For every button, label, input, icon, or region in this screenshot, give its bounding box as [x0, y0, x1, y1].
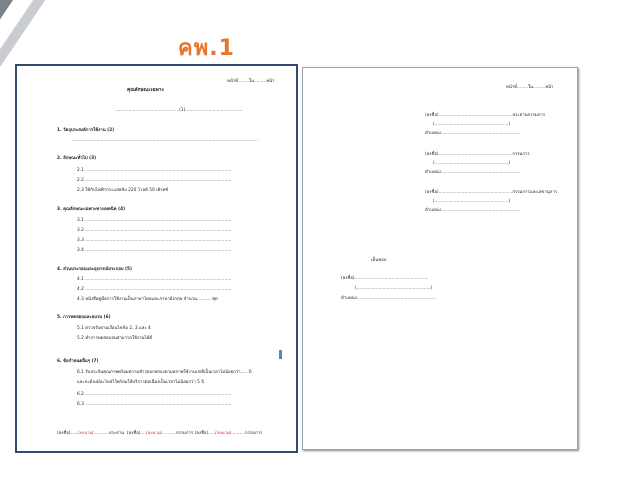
approver-position: ตำแหน่ง.......................................................... [341, 296, 437, 301]
approve-label: เห็นชอบ [371, 258, 387, 263]
section-line: 6.1 รับประกันคุณภาพพร้อมความชำรุดบกพร่องตามสภาพใช้งานปกติเป็นเวลาไม่น้อยกว่า......ปี [77, 370, 252, 375]
committee-name: (......................................................) [433, 122, 511, 127]
signer-2-prefix: (ลงชื่อ) [126, 431, 141, 436]
committee-position: ตำแหน่ง.......................................................... [425, 208, 521, 213]
section-line: 4.3 หนังสือคู่มือการใช้งานเป็นภาษาไทยและภาษาอังกฤษ จำนวน...........ชุด [77, 297, 218, 302]
section-line: 6.3 ........................................................................................................... [77, 402, 232, 407]
section-heading: 1. วัตถุประสงค์การใช้งาน (2) [57, 128, 115, 133]
section-heading: 6. ข้อกำหนดอื่นๆ (7) [57, 359, 99, 364]
page-number-header: หน้าที่........ใน.........หน้า [506, 85, 554, 90]
committee-position: ตำแหน่ง.......................................................... [425, 131, 521, 136]
committee-sign: (ลงชื่อ)......................................................กรรมการและเลขานุการ [425, 190, 558, 195]
section-heading: 4. ส่วนประกอบและอุปกรณ์ประกอบ (5) [57, 267, 132, 272]
scrollbar-thumb[interactable] [279, 350, 282, 359]
signer-3-role: กรรมการ [244, 431, 263, 436]
document-page-1 [15, 64, 298, 453]
committee-sign: (ลงชื่อ)......................................................กรรมการ [425, 152, 530, 157]
signer-1-prefix: (ลงชื่อ) [57, 431, 71, 436]
signer-3-name: (ลงนาม) [215, 431, 232, 436]
section-line: 3.3 ........................................................................................................... [77, 238, 232, 243]
approver-name: (......................................................) [355, 286, 433, 291]
document-subtitle: ...............................................(1).......................................... [115, 108, 243, 113]
approver-sign: (ลงชื่อ)...................................................... [341, 276, 429, 281]
document-title: คุณลักษณะเฉพาะ [127, 88, 165, 93]
signer-1-role: ประธาน [108, 431, 125, 436]
document-page-2 [302, 67, 578, 450]
section-line: 4.1 ........................................................................................................... [77, 277, 232, 282]
section-heading: 5. การทดสอบและอบรม (6) [57, 315, 111, 320]
section-line: 3.2 ........................................................................................................... [77, 228, 232, 233]
signer-2-role: กรรมการ [175, 431, 194, 436]
committee-name: (......................................................) [433, 199, 511, 204]
signature-row: (ลงชื่อ).....(ลงนาม)...........ประธาน (ลงชื่อ)....(ลงนาม)..........กรรมการ (ลงชื่อ).....(ลงนาม)..........กรรมการ [57, 431, 263, 436]
section-line: 6.2 ........................................................................................................... [77, 392, 232, 397]
page-number-header: หน้าที่........ใน.........หน้า [227, 79, 275, 84]
committee-name: (......................................................) [433, 161, 511, 166]
committee-sign: (ลงชื่อ)......................................................ประธานกรรมการ [425, 113, 546, 118]
section-line: 3.1 ........................................................................................................... [77, 218, 232, 223]
signer-1-name: (ลงนาม) [77, 431, 94, 436]
section-line: 2.2 ........................................................................................................... [77, 178, 232, 183]
section-heading: 2. ลักษณะทั่วไป (3) [57, 156, 97, 161]
section-line: 2.1 ........................................................................................................... [77, 168, 232, 173]
section-heading: 3. คุณลักษณะเฉพาะทางเทคนิค (4) [57, 207, 126, 212]
section-line: 5.1 ตรวจรับตามเงื่อนไขข้อ 2, 3 และ 4 [77, 326, 151, 331]
section-line: 5.2 ทำการทดสอบจนสามารถใช้งานได้ดี [77, 336, 153, 341]
signer-3-prefix: (ลงชื่อ) [194, 431, 209, 436]
section-line: 3.4 ........................................................................................................... [77, 248, 232, 253]
section-line: ........................................................................................................................................ [72, 138, 258, 143]
section-line: และจะต้องมีอะไหล่ไว้พร้อมให้บริการต่อเนื่องเป็นเวลาไม่น้อยกว่า 5 ปี [77, 380, 204, 385]
slide-title: คพ.1 [178, 36, 235, 61]
signer-2-name: (ลงนาม) [145, 431, 163, 436]
section-line: 2.3 ใช้กับไฟฟ้ากระแสสลับ 220 โวลต์ 50 เฮิรตซ์ [77, 188, 169, 193]
section-line: 4.2 ........................................................................................................... [77, 287, 232, 292]
committee-position: ตำแหน่ง.......................................................... [425, 170, 521, 175]
